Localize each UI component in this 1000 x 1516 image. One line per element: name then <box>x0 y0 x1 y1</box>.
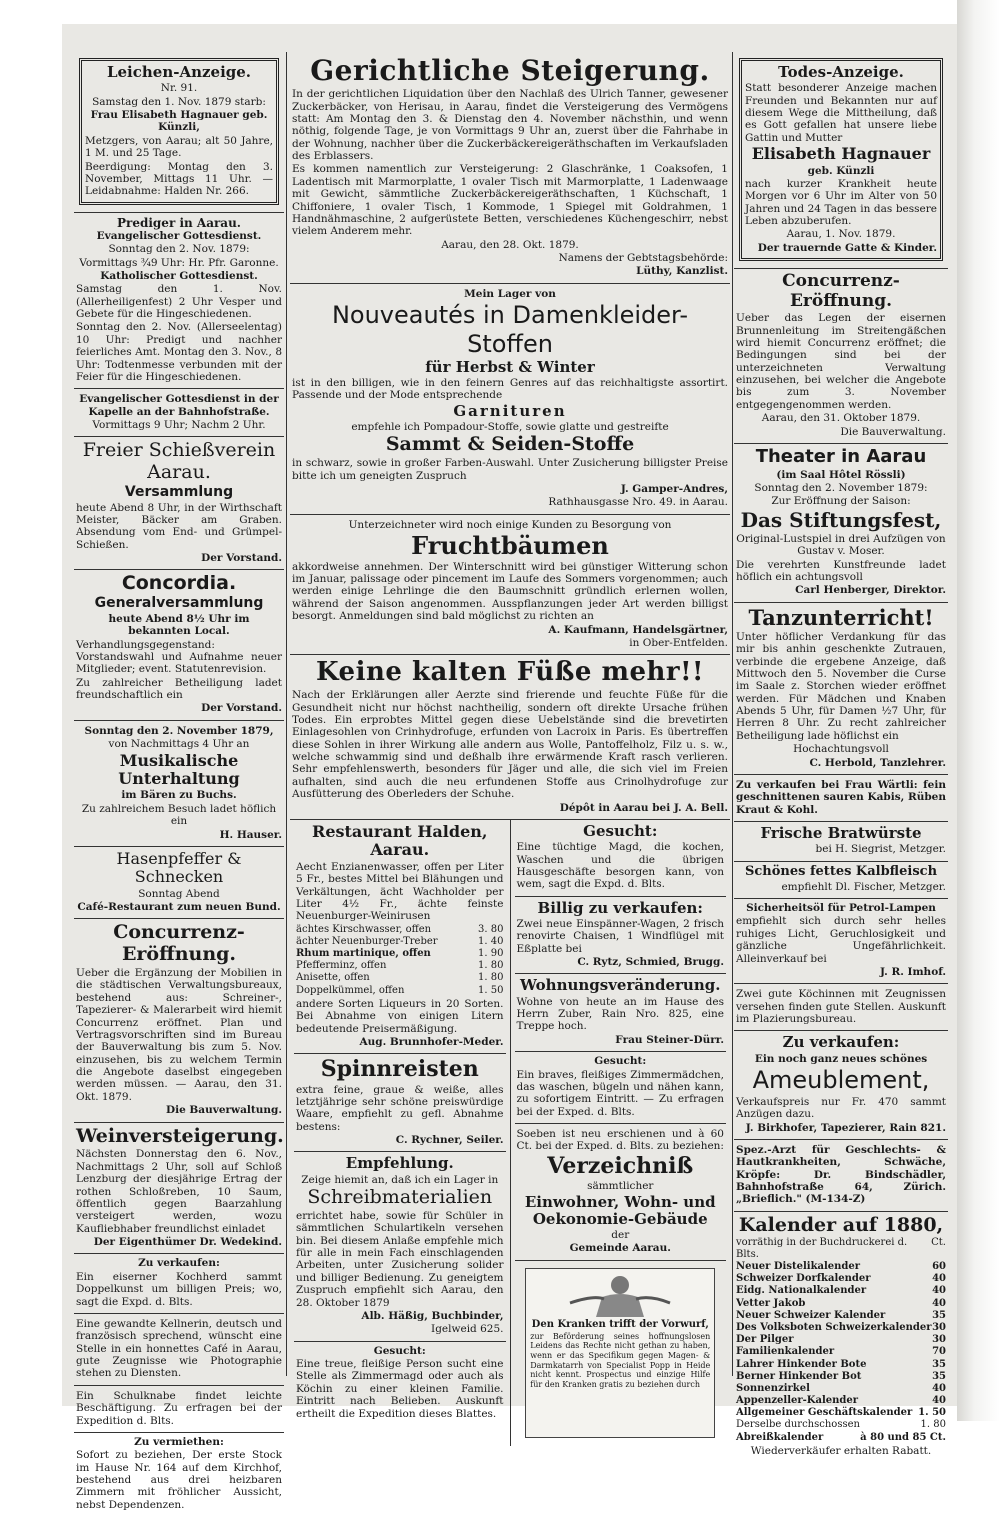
ad-title: Concurrenz-Eröffnung. <box>782 271 900 311</box>
middle-split-left <box>290 820 510 1446</box>
price-value: 40 <box>932 1395 946 1407</box>
ad-concurrenz-right <box>734 269 948 444</box>
deceased-name: Elisabeth Hagnauer <box>751 144 931 164</box>
ad-signature: Der Eigenthümer Dr. Wedekind. <box>93 1236 282 1249</box>
price-row <box>736 1407 946 1419</box>
ad-body: Ein braves, fleißiges Zimmermädchen, das waschen, bügeln und nähen kann, zu sofortigem Eintritt. — Zu erfragen bei der Exped. d. Blts. <box>516 1068 724 1118</box>
price-item: Abreißkalender <box>736 1431 824 1443</box>
ad-body: Verkaufspreis nur Fr. 470 sammt Anzügen dazu. <box>736 1095 946 1121</box>
price-row <box>296 948 504 960</box>
ad-title: Wohnungsveränderung. <box>520 976 721 995</box>
ad-title: Weinversteigerung. <box>76 1124 284 1147</box>
price-value: 60 <box>932 1261 946 1273</box>
ad-line: Die verehrten Kunstfreunde ladet höflich ein achtungsvoll <box>736 558 946 583</box>
ad-title: Schönes fettes Kalbfleisch <box>744 863 938 879</box>
ad-spinnreisten <box>294 1054 506 1152</box>
ad-body: Aecht Enzianenwasser, offen per Liter 5 Fr., bestes Mittel bei Blähungen und Verkältungen, ächt Wachholder per Liter 4½ Fr., ächte feinste Neuenburger-Weinirusen <box>296 860 504 923</box>
ad-line: sämmtlicher <box>587 1180 654 1193</box>
price-value: 70 <box>932 1346 946 1358</box>
ad-date: Aarau, den 31. Oktober 1879. <box>761 412 921 425</box>
ad-body: ist in den billigen, wie in den feinern Genres auf das reichhaltigste assortirt. Passende und der Mode entsprechende <box>292 377 728 402</box>
ad-intro: Mein Lager von <box>464 287 556 300</box>
ad-signature: Aug. Brunnhofer-Meder. <box>359 1035 504 1048</box>
price-value: 40 <box>932 1297 946 1309</box>
ad-body: Eine tüchtige Magd, die kochen, Waschen und die übrigen Hausgeschäfte besorgen kann, von wem, sagt die Expd. d. Blts. <box>516 841 724 891</box>
price-item: Sonnenzirkel <box>736 1382 810 1394</box>
price-item: Neuer Distelikalender <box>736 1261 861 1273</box>
price-item: Berner Hinkender Bot <box>736 1370 862 1382</box>
section-heading: Evangelischer Gottesdienst. <box>96 229 262 242</box>
ad-body: nach kurzer Krankheit heute Morgen vor 6 Uhr im Alter von 50 Jahren und 24 Tagen in das bessere Leben abzuberufen. <box>745 177 937 228</box>
ad-date: Aarau, den 28. Okt. 1879. <box>441 238 579 251</box>
ad-line: der <box>611 1229 630 1242</box>
ad-signature: Namens der Gebtstagsbehörde: <box>558 252 728 265</box>
price-row <box>736 1371 946 1383</box>
notice-line: Metzgers, von Aarau; alt 50 Jahre, 1 M. und 25 Tage. <box>85 134 273 160</box>
ad-schulknabe <box>74 1386 284 1433</box>
ad-kapelle <box>74 389 284 437</box>
ad-line: Sonntag Abend <box>138 887 220 900</box>
ad-title: Verzeichniß <box>547 1152 694 1179</box>
ad-concurrenz-left <box>74 919 284 1122</box>
service-line: Sonntag den 2. Nov. 1879: <box>108 243 250 256</box>
ad-signature: Carl Henberger, Direktor. <box>795 584 946 597</box>
figure-illustration-icon <box>560 1273 680 1319</box>
ad-title: Tanzunterricht! <box>748 604 934 630</box>
ad-title: Spinnreisten <box>320 1056 479 1083</box>
ad-body: Eine treue, fleißige Person sucht eine Stelle als Zimmermagd oder auch als Köchin zu einer kleinen Familie. Eintritt nach Belieben. Auskunft ertheilt die Expedition dieses Blattes. <box>296 1358 504 1420</box>
price-item: Appenzeller-Kalender <box>736 1395 859 1407</box>
ad-body: Unter höflicher Verdankung für das mir bis anhin geschenkte Zutrauen, verbinde die ergebene Anzeige, daß Mittwoch den 5. November die Curse im Saale z. Storchen wieder eröffnet werden. Für Mädchen und Knaben Abends 5 Uhr, für Damen ½7 Uhr, für Herren 8 Uhr. Zu recht zahlreicher Betheiligung lade höflichst ein <box>736 630 946 742</box>
price-row <box>296 960 504 972</box>
price-item: Der Pilger <box>736 1334 794 1346</box>
ad-signature: A. Kaufmann, Handelsgärtner, <box>548 623 728 636</box>
ad-intro: vorräthig in der Buchdruckerei d. Blts. <box>736 1236 908 1260</box>
ad-signature: Alb. Häßig, Buchbinder, <box>361 1309 504 1322</box>
price-row <box>736 1432 946 1444</box>
ad-title: Gesucht: <box>594 1055 647 1068</box>
ad-title: Keine kalten Füße mehr!! <box>316 657 704 688</box>
ad-signature: C. Rytz, Schmied, Brugg. <box>577 956 724 969</box>
ad-subtitle: Generalversammlung <box>94 595 264 612</box>
boxed-frame <box>79 58 279 205</box>
ad-nouveautes <box>290 284 730 515</box>
ad-verzeichnis <box>515 1124 727 1261</box>
price-value: 40 <box>932 1382 946 1394</box>
service-line: Vormittags ¾9 Uhr: Hr. Pfr. Garonne. <box>79 256 279 269</box>
ad-zimmermaedchen <box>515 1052 727 1124</box>
ad-title: Prediger in Aarau. <box>116 215 241 230</box>
price-item: Doppelkümmel, offen <box>296 984 405 996</box>
ad-line: Ein noch ganz neues schönes <box>754 1052 928 1065</box>
price-row <box>736 1298 946 1310</box>
price-row <box>736 1419 946 1431</box>
ad-body: Ein eiserner Kochherd sammt Doppelkunst um billigen Preis; wo, sagt die Expd. d. Blts. <box>76 1270 282 1308</box>
price-value: 35 <box>932 1370 946 1382</box>
ad-fruchtbaeumen <box>290 515 730 656</box>
ad-tanzunterricht <box>734 603 948 775</box>
ad-schreibmaterialien <box>294 1152 506 1341</box>
ad-line: von Nachmittags 4 Uhr an <box>108 738 250 751</box>
price-header <box>736 1237 946 1261</box>
price-row <box>736 1395 946 1407</box>
ad-title: Musikalische Unterhaltung <box>118 750 240 788</box>
price-list <box>296 924 504 997</box>
ad-line: Zur Eröffnung der Saison: <box>771 495 911 508</box>
ad-subtitle: Versammlung <box>124 484 234 501</box>
ad-title: Hasenpfeffer & Schnecken <box>116 848 242 887</box>
column-rule <box>286 52 287 1376</box>
ad-date: Sonntag den 2. November 1879: <box>754 482 928 495</box>
ad-signature: Lüthy, Kanzlist. <box>636 265 728 278</box>
ad-body: Es kommen namentlich zur Versteigerung: 2 Glaschränke, 1 Coaksofen, 1 Ladentisch mit Marmorplatte, 1 ovaler Tisch mit Marmorplatte, 1 Ladenwaage mit Gewicht, sämmtliche Zuckerbäckereigeräthschaften, 1 Küchschaft, 1 Chiffoniere, 1 ovaler Tisch, 1 Kommode, 1 Spiegel mit Goldrahmen, 1 Handnähmaschine, 2 aufgerüstete Betten, verschiedenes Küchengeschirr, nebst vielem Anderem mehr. <box>292 163 728 238</box>
ad-leichen-anzeige <box>74 52 284 213</box>
price-row <box>736 1273 946 1285</box>
column-right <box>734 52 948 1457</box>
ad-title: Gesucht: <box>373 1344 426 1357</box>
ad-title: Leichen-Anzeige. <box>106 63 252 81</box>
ad-title: Den Kranken trifft der Vorwurf, <box>531 1318 709 1330</box>
ad-subtitle: für Herbst & Winter <box>425 357 595 376</box>
price-row <box>736 1285 946 1297</box>
notice-line: Beerdigung: Montag den 3. November, Mittags 11 Uhr. — Leidabnahme: Halden Nr. 266. <box>85 160 273 198</box>
middle-split-right <box>510 820 731 1446</box>
ad-body: Ueber die Ergänzung der Mobilien in die städtischen Verwaltungsbureaux, bestehend aus: Schreiner-, Tapezierer- & Malerarbeit wird hiemit Concurrenz eröffnet. Plan und Vertragsvorschriften sind im Bureau der Bauverwaltung bis zum 5. Nov. einzusehen, bis zu welchem Termin die Angebote daselbst eingegeben werden müssen. — Aarau, den 31. Okt. 1879. <box>76 967 282 1103</box>
ad-signature: Dépôt in Aarau bei J. A. Bell. <box>559 801 728 814</box>
ad-signature: H. Hauser. <box>219 828 282 841</box>
newspaper-page <box>62 24 957 1511</box>
ad-body: in schwarz, sowie in großer Farben-Auswahl. Unter Zusicherung billigster Preise bitte ich um geneigten Zuspruch <box>292 457 728 482</box>
scan-edge <box>957 0 1000 1421</box>
ad-signature: J. Gamper-Andres, <box>620 483 728 495</box>
price-value: 1. 80 <box>478 972 504 984</box>
ad-title: Zu vermiethen: <box>134 1435 224 1448</box>
price-row <box>296 936 504 948</box>
ad-body: Eine gewandte Kellnerin, deutsch und französisch sprechend, wünscht eine Stelle in ein honnettes Café in Aarau, gute Zeugnisse wie Photographie stehen zu Diensten. <box>76 1317 282 1380</box>
ad-title: Concordia. <box>121 572 237 595</box>
ad-body: andere Sorten Liqueurs in 20 Sorten. Bei Abnahme von einigen Litern bedeutende Preisermäßigung. <box>296 997 504 1035</box>
ad-title: Concurrenz-Eröffnung. <box>113 921 245 966</box>
ad-title: Fruchtbäumen <box>411 531 609 561</box>
price-item: Familienkalender <box>736 1346 835 1358</box>
illustration-kranken <box>525 1268 715 1438</box>
price-item: Vetter Jakob <box>736 1297 806 1309</box>
ad-title: Gerichtliche Steigerung. <box>310 54 710 87</box>
ad-musik <box>74 721 284 847</box>
price-value: 1. 50 <box>918 1407 946 1419</box>
ad-title: Nouveautés in Damenkleider-Stoffen <box>331 301 689 358</box>
price-value: 1. 40 <box>478 935 504 947</box>
ad-signature: C. Herbold, Tanzlehrer. <box>809 756 946 769</box>
ad-signature: Die Bauverwaltung. <box>165 1104 282 1117</box>
ad-body: In der gerichtlichen Liquidation über den Nachlaß des Ulrich Tanner, gewesener Zuckerbäcker, von Herisau, in Aarau, findet die Versteigerung des Vermögens statt: Am Montag den 3. & Dienstag den 4. November nächsthin, und wenn nöthig, folgende Tage, je von Vormittags 9 Uhr an, zuerst über die Fahrhabe in der Wohnung, nachher über die Zuckerbäckereigeräthschaften im Verkaufsladen des Erblassers. <box>292 88 728 163</box>
ad-ameublement <box>734 1031 948 1140</box>
ad-kochherd <box>74 1254 284 1314</box>
price-row <box>736 1359 946 1371</box>
ad-kalbfleisch <box>734 862 948 899</box>
ad-line: Gemeinde Aarau. <box>569 1242 671 1255</box>
ad-highlight: Garnituren <box>453 401 567 420</box>
ad-title: Theater in Aarau <box>755 445 927 467</box>
ad-theater <box>734 444 948 603</box>
section-heading: Katholischer Gottesdienst. <box>100 269 258 282</box>
ad-line: Zu zahlreichem Besuch ladet höflich ein <box>81 802 277 828</box>
ad-body: Verhandlungsgegenstand: Vorstandswahl und Aufnahme neuer Mitglieder; event. Statutenrevision. <box>76 638 282 676</box>
price-item: Allgemeiner Geschäftskalender <box>736 1407 913 1419</box>
price-list <box>736 1261 946 1444</box>
price-row <box>736 1310 946 1322</box>
ad-body: Ein Schulknabe findet leichte Beschäftigung. Zu erfragen bei der Expedition d. Blts. <box>76 1389 282 1427</box>
service-line: Vormittags 9 Uhr; Nachm 2 Uhr. <box>92 419 266 432</box>
ad-zimmermagd <box>294 1342 506 1425</box>
ad-body: errichtet habe, sowie für Schüler in sämmtlichen Schulartikeln versehen bin. Bei diesem Anlaße empfehle mich für alle in mein Fach einschlagenden Arbeiten, unter Zusicherung solider und billiger Bedienung. Zu geneigtem Zuspruch empfiehlt sich Aarau, den 28. Oktober 1879 <box>296 1209 504 1309</box>
ad-body: Nach der Erklärungen aller Aerzte sind frierende und feuchte Füße für die Gesundheit nicht nur höchst nachtheilig, sondern oft direkte Ursache frühen Todes. Ein erprobtes Mittel gegen diese Uebelstände sind die brevetirten Einlagesohlen von Crinhydrofuge, erfunden von Lacroix in Paris. Es übertreffen diese Sohlen in ihrer Wirkung alle andern aus Wolle, Pantoffelholz, Filz u. s. w., welche schwammig sind und deßhalb ihre erwärmende Kraft rasch verlieren. Sehr empfehlenswerth, besonders für Jäger und alle, die sich viel im Freien aufhalten, sind auch die neu erfundenen Stoffe aus Crinolhydrofuge zur Ausfütterung des Oberleders der Schuhe. <box>292 689 728 801</box>
column-rule <box>732 52 733 1376</box>
ad-body: Statt besonderer Anzeige machen Freunden und Bekannten nur auf diesem Wege die Mittheilung, daß es Gott gefallen hat unsere liebe Gattin und Mutter <box>745 82 937 144</box>
price-value: 1. 50 <box>478 984 504 996</box>
ad-address: in Ober-Entfelden. <box>629 636 728 649</box>
ad-body: Nächsten Donnerstag den 6. Nov., Nachmittags 2 Uhr, soll auf Schloß Lenzburg der diesjährige Ertrag der rothen Schloßreben, 10 Saum, öffentlich gegen Baarzahlung versteigert werden, wozu Kaufliebhaber freundlichst einladet <box>76 1148 282 1235</box>
notice-number: Nr. 91. <box>160 82 198 95</box>
ad-restaurant-halden <box>294 820 506 1054</box>
ad-spezarzt <box>734 1140 948 1212</box>
price-row <box>296 924 504 936</box>
ad-body: empfiehlt sich durch sehr helles ruhiges Licht, Geruchlosigkeit und gänzliche Ungefährlichkeit. Alleinverkauf bei <box>736 915 946 965</box>
ad-body: Spez.-Arzt für Geschlechts- & Hautkrankheiten, Schwäche, Kröpfe: Dr. Bindschädler, Bahnhofstraße 64, Zürich. „Brieflich." (M-134-Z) <box>736 1143 946 1206</box>
ad-schiessverein <box>74 437 284 570</box>
ad-gerichtliche-steigerung <box>290 52 730 284</box>
ad-title: Freier Schießverein Aarau. <box>82 439 276 484</box>
column-middle <box>290 52 730 1420</box>
price-row <box>736 1346 946 1358</box>
ad-todes-anzeige <box>734 52 948 269</box>
ad-signature: Der trauernde Gatte & Kinder. <box>757 241 937 254</box>
ad-title: Frische Bratwürste <box>760 824 922 843</box>
ad-bratwuerste <box>734 822 948 862</box>
ad-weinversteigerung <box>74 1123 284 1255</box>
price-item: ächter Neuenburger-Treber <box>296 935 438 947</box>
ad-concordia <box>74 570 284 720</box>
ad-signature: Der Vorstand. <box>201 552 282 565</box>
ad-highlight: Ameublement, <box>752 1066 930 1094</box>
ad-sicherheitsoel <box>734 899 948 984</box>
price-value: 3. 80 <box>478 923 504 935</box>
service-heading: Evangelischer Gottesdienst in der Kapelle an der Bahnhofstraße. <box>79 393 279 418</box>
ad-intro: Unterzeichneter wird noch einige Kunden zu Besorgung von <box>348 518 672 531</box>
ad-body: Zu zahlreicher Betheiligung ladet freundschaftlich ein <box>76 676 282 702</box>
service-line: Sonntag den 2. Nov. (Allerseelentag) 10 Uhr: Predigt und nachher feierliches Amt. Montag den 3. Nov., 8 Uhr: Todtenmesse verbunden mit der Feier für die Hingeschiedenen. <box>76 321 282 383</box>
ad-signature: J. Birkhofer, Tapezierer, Rain 821. <box>745 1121 946 1134</box>
ad-kranken <box>515 1261 727 1446</box>
ad-title: Kalender auf 1880, <box>738 1213 944 1236</box>
ad-title: Zu verkaufen: <box>782 1033 900 1052</box>
ad-title: Gesucht: <box>583 821 658 840</box>
ad-hasenpfeffer <box>74 847 284 920</box>
deceased-maiden-name: geb. Künzli <box>807 164 875 177</box>
price-item: ächtes Kirschwasser, offen <box>296 923 432 935</box>
ad-magd <box>515 820 727 897</box>
price-row <box>296 972 504 984</box>
ad-body: Zwei neue Einspänner-Wagen, 2 frisch renovirte Chaisen, 1 Windflügel mit Eßplatte bei <box>516 917 724 955</box>
ad-line: Original-Lustspiel in drei Aufzügen von Gustav v. Moser. <box>736 532 946 558</box>
price-value: 35 <box>932 1358 946 1370</box>
ad-line: Sonntag den 2. November 1879, <box>84 724 274 737</box>
price-item: Lahrer Hinkender Bote <box>736 1358 867 1370</box>
ad-signature: empfiehlt Dl. Fischer, Metzger. <box>781 880 946 893</box>
ad-body: Zu verkaufen bei Frau Wärtli: fein geschnittenen sauren Kabis, Rüben Kraut & Kohl. <box>736 778 946 816</box>
ad-signature: C. Rychner, Seiler. <box>395 1134 504 1147</box>
ad-signature: Hochachtungsvoll <box>793 743 889 756</box>
ad-title: Zu verkaufen: <box>138 1257 220 1270</box>
middle-split <box>290 820 730 1446</box>
ad-kalte-fuesse <box>290 655 730 820</box>
price-value: 30 <box>932 1334 946 1346</box>
ad-title: Billig zu verkaufen: <box>537 898 703 917</box>
ad-address: Igelweid 625. <box>431 1323 504 1336</box>
ad-intro: Zeige hiemit an, daß ich ein Lager in <box>301 1173 499 1186</box>
ad-body: akkordweise annehmen. Der Winterschnitt wird bei günstiger Witterung schon im Januar, palissage oder pincement im Laufe des Sommers vorgenommen; auch werden einige Lehrlinge die den Baumschnitt gründlich erlernen wollen, während der Saison angenommen. Ausspflanzungen jeder Art werden billigst besorgt. Anmeldungen sind bald möglichst zu richten an <box>292 560 728 623</box>
price-value: 40 <box>932 1273 946 1285</box>
price-item: Des Volksboten Schweizerkalender <box>736 1321 932 1333</box>
ad-intro: Soeben ist neu erschienen und à 60 Ct. bei der Exped. d. Blts. zu beziehen: <box>516 1128 724 1153</box>
ad-address: Rathhausgasse Nro. 49. in Aarau. <box>548 496 728 509</box>
ad-body: extra feine, graue & weiße, alles letztjährige sehr schöne preiswürdige Waare, empfiehlt zu gefl. Abnahme bestens: <box>296 1083 504 1133</box>
price-row <box>736 1334 946 1346</box>
price-item: Eidg. Nationalkalender <box>736 1285 867 1297</box>
ad-body: empfehle ich Pompadour-Stoffe, sowie glatte und gestreifte <box>351 421 669 434</box>
ad-billig <box>515 897 727 975</box>
notice-line: Samstag den 1. Nov. 1879 starb: <box>92 95 266 108</box>
column-left <box>74 52 284 1511</box>
ad-body: Wohne von heute an im Hause des Herrn Zuber, Rain Nro. 825, eine Treppe hoch. <box>516 995 724 1033</box>
ad-highlight: Das Stiftungsfest, <box>740 507 942 532</box>
boxed-frame <box>739 58 943 261</box>
price-item: Rhum martinique, offen <box>296 948 431 960</box>
ad-body: zur Beförderung seines hoffnungslosen Leidens das Rechte nicht gethan zu haben, wenn er das Specifikum gegen Magen- & Darmkatarrh von Specialist Popp in Heide nicht kennt. Prospectus und einzige Hilfe für den Kranken gratis zu beziehen durch <box>530 1331 711 1389</box>
deceased-name: Frau Elisabeth Hagnauer geb. Künzli, <box>90 109 268 134</box>
price-item: Schweizer Dorfkalender <box>736 1273 871 1285</box>
ad-wohnung <box>515 974 727 1052</box>
price-value: 1. 80 <box>920 1419 946 1431</box>
ad-signature: Die Bauverwaltung. <box>840 425 946 438</box>
price-currency: Ct. <box>931 1236 946 1248</box>
ad-title: Restaurant Halden, Aarau. <box>312 821 488 860</box>
ad-body: Zwei gute Köchinnen mit Zeugnissen versehen finden gute Stellen. Auskunft im Plazierungsbureau. <box>736 988 946 1025</box>
price-value: 1. 90 <box>478 948 504 960</box>
ad-subtitle: (im Saal Hôtel Rössli) <box>776 468 906 481</box>
ad-title: Todes-Anzeige. <box>778 63 904 81</box>
ad-body: heute Abend 8 Uhr, in der Wirthschaft Meister, Bäcker am Graben. Absendung vom End- und Grümpel-Schießen. <box>76 501 282 551</box>
ad-vermieten <box>74 1433 284 1516</box>
price-value: 30 <box>932 1321 946 1333</box>
ad-prediger <box>74 213 284 390</box>
ad-kellnerin <box>74 1314 284 1386</box>
ad-signature: bei H. Siegrist, Metzger. <box>815 843 946 856</box>
ad-title: Empfehlung. <box>345 1154 454 1173</box>
ad-kabis <box>734 775 948 822</box>
price-item: Neuer Schweizer Kalender <box>736 1309 886 1321</box>
price-row <box>736 1261 946 1273</box>
ad-signature: Frau Steiner-Dürr. <box>615 1033 724 1046</box>
ad-body: Ueber das Legen der eisernen Brunnenleitung im Streitengäßchen wird hiemit Concurrenz eröffnet; die Bedingungen sind bei der unterzeichneten Verwaltung einzusehen, bei welcher die Angebote bis zum 3. November entgegengenommen werden. <box>736 312 946 411</box>
ad-footer: Wiederverkäufer erhalten Rabatt. <box>750 1444 932 1457</box>
price-row <box>736 1322 946 1334</box>
ad-signature: Der Vorstand. <box>201 702 282 715</box>
ad-body: heute Abend 8½ Uhr im bekannten Local. <box>108 612 250 638</box>
ad-line: Café-Restaurant zum neuen Bund. <box>77 901 281 914</box>
price-item: Pfefferminz, offen <box>296 960 387 972</box>
price-value: à 80 und 85 Ct. <box>860 1431 946 1443</box>
price-row <box>296 985 504 997</box>
ad-highlight: Schreibmaterialien <box>307 1186 493 1209</box>
ad-signature: J. R. Imhof. <box>880 965 946 978</box>
ad-date: Aarau, 1. Nov. 1879. <box>786 228 896 241</box>
price-item: Derselbe durchschossen <box>736 1419 860 1431</box>
ad-line: im Bären zu Buchs. <box>121 789 237 802</box>
ad-highlight: Sammt & Seiden-Stoffe <box>385 433 635 456</box>
price-value: 35 <box>932 1309 946 1321</box>
ad-highlight: Einwohner, Wohn- und Oekonomie-Gebäude <box>524 1192 716 1228</box>
price-item: Anisette, offen <box>296 972 370 984</box>
ad-title: Sicherheitsöl für Petrol-Lampen <box>746 902 936 914</box>
price-value: 40 <box>932 1285 946 1297</box>
service-line: Samstag den 1. Nov. (Allerheiligenfest) 2 Uhr Vesper und Gebete für die Hingeschiedenen. <box>76 283 282 321</box>
ad-kalender <box>734 1212 948 1462</box>
ad-body: Sofort zu beziehen, Der erste Stock im Hause Nr. 164 auf dem Kirchhof, bestehend aus drei heizbaren Zimmern mit fröhlicher Aussicht, nebst Dependenzen. <box>76 1449 282 1511</box>
price-row <box>736 1383 946 1395</box>
ad-koechinnen <box>734 984 948 1031</box>
price-value: 1. 80 <box>478 960 504 972</box>
